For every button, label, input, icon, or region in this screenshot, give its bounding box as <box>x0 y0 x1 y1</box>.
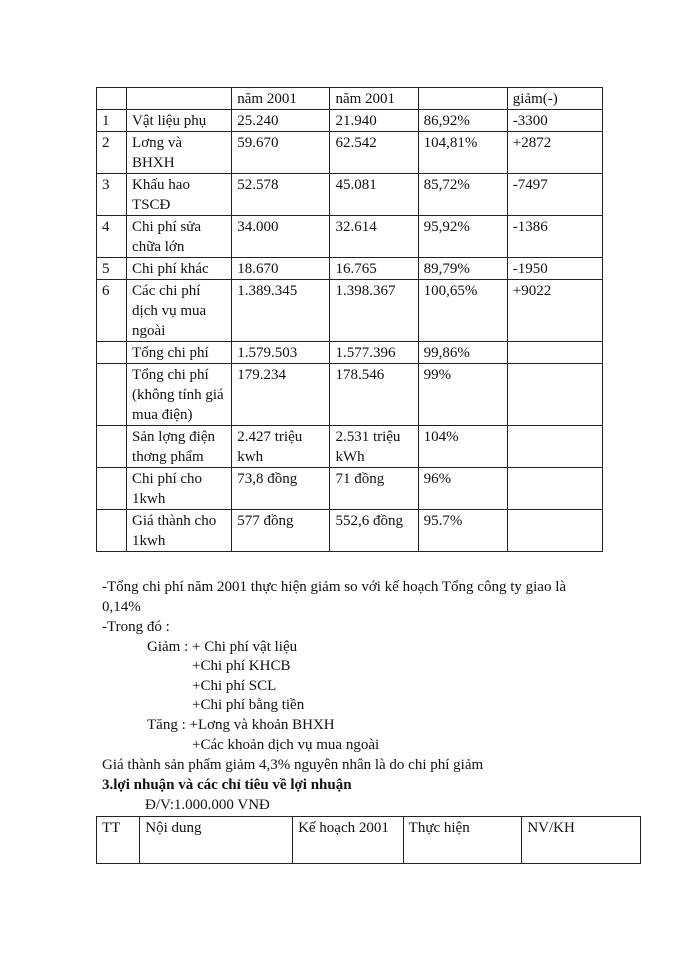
table-cell: Tổng chi phí <box>127 342 232 364</box>
section-title: 3.lợi nhuận và các chỉ tiêu về lợi nhuận <box>102 777 352 793</box>
table-row <box>97 110 603 132</box>
table-row <box>97 280 603 342</box>
increase-item-1: Tăng : +Lơng và khoản BHXH <box>147 717 335 733</box>
header-cell <box>97 88 127 110</box>
table-cell: 96% <box>418 468 507 510</box>
header-cell: Nội dung <box>140 817 293 864</box>
table-cell: 4 <box>97 216 127 258</box>
table-row <box>97 364 603 426</box>
table-cell: Lơng và BHXH <box>127 132 232 174</box>
cost-table <box>96 87 603 552</box>
table-cell: 25.240 <box>232 110 330 132</box>
decrease-item-1: Giảm : + Chi phí vật liệu <box>147 639 298 655</box>
table-cell: Khấu hao TSCĐ <box>127 174 232 216</box>
table-cell <box>507 342 602 364</box>
header-cell <box>418 88 507 110</box>
table-row <box>97 342 603 364</box>
table-cell: 1 <box>97 110 127 132</box>
header-cell <box>127 88 232 110</box>
table-cell: -1386 <box>507 216 602 258</box>
table-cell <box>97 426 127 468</box>
header-cell: năm 2001 <box>330 88 418 110</box>
table-row <box>97 468 603 510</box>
table-cell: 59.670 <box>232 132 330 174</box>
table-cell: 95,92% <box>418 216 507 258</box>
table-row <box>97 258 603 280</box>
table-header-row <box>97 817 641 864</box>
table-cell: 3 <box>97 174 127 216</box>
table-cell: 104% <box>418 426 507 468</box>
table-row <box>97 426 603 468</box>
table-cell: 552,6 đồng <box>330 510 418 552</box>
table-cell: 32.614 <box>330 216 418 258</box>
decrease-item-2: +Chi phí KHCB <box>192 658 291 674</box>
table-cell: 99% <box>418 364 507 426</box>
table-cell: Sản lợng điện thơng phẩm <box>127 426 232 468</box>
table-cell: +9022 <box>507 280 602 342</box>
table-cell <box>97 468 127 510</box>
summary-line-2: 0,14% <box>102 599 141 615</box>
table-cell: 2.427 triệu kwh <box>232 426 330 468</box>
table-cell: 2.531 triệu kWh <box>330 426 418 468</box>
table-cell: 45.081 <box>330 174 418 216</box>
profit-table <box>96 816 641 864</box>
header-cell: năm 2001 <box>232 88 330 110</box>
table-cell: 86,92% <box>418 110 507 132</box>
table-cell: 21.940 <box>330 110 418 132</box>
table-cell: 95.7% <box>418 510 507 552</box>
table-cell: 1.577.396 <box>330 342 418 364</box>
table-cell: Tổng chi phí (không tính giá mua điện) <box>127 364 232 426</box>
table-cell <box>507 426 602 468</box>
table-cell: -7497 <box>507 174 602 216</box>
table-cell: 104,81% <box>418 132 507 174</box>
table-cell: 1.398.367 <box>330 280 418 342</box>
table-row <box>97 174 603 216</box>
decrease-item-4: +Chi phí bằng tiền <box>192 697 305 713</box>
table-cell <box>97 364 127 426</box>
summary-line-1: -Tổng chi phí năm 2001 thực hiện giảm so với kế hoạch Tổng công ty giao là <box>102 579 567 595</box>
table-cell: 5 <box>97 258 127 280</box>
header-cell: Thực hiện <box>403 817 522 864</box>
table-row <box>97 510 603 552</box>
table-cell: 100,65% <box>418 280 507 342</box>
table-cell: 179.234 <box>232 364 330 426</box>
table-cell: 62.542 <box>330 132 418 174</box>
table-cell: Giá thành cho 1kwh <box>127 510 232 552</box>
table-cell: 85,72% <box>418 174 507 216</box>
table-cell: 71 đồng <box>330 468 418 510</box>
table-cell: 16.765 <box>330 258 418 280</box>
unit-label: Đ/V:1.000.000 VNĐ <box>145 797 270 813</box>
table-cell: Vật liệu phụ <box>127 110 232 132</box>
table-cell: -1950 <box>507 258 602 280</box>
table-cell: Các chi phí dịch vụ mua ngoài <box>127 280 232 342</box>
header-cell: NV/KH <box>522 817 641 864</box>
table-cell: 52.578 <box>232 174 330 216</box>
decrease-item-3: +Chi phí SCL <box>192 678 277 694</box>
table-cell <box>97 342 127 364</box>
table-cell <box>507 468 602 510</box>
table-row <box>97 216 603 258</box>
table-cell: Chi phí khác <box>127 258 232 280</box>
increase-item-2: +Các khoản dịch vụ mua ngoài <box>192 737 380 753</box>
table-cell <box>507 510 602 552</box>
table-cell: 99,86% <box>418 342 507 364</box>
detail-intro: -Trong đó : <box>102 619 170 635</box>
table-cell: 178.546 <box>330 364 418 426</box>
table-cell: 89,79% <box>418 258 507 280</box>
table-row <box>97 132 603 174</box>
table-cell: 34.000 <box>232 216 330 258</box>
table-cell: 2 <box>97 132 127 174</box>
table-cell: 6 <box>97 280 127 342</box>
table-cell: 577 đồng <box>232 510 330 552</box>
header-cell: TT <box>97 817 140 864</box>
header-cell: Kế hoạch 2001 <box>293 817 404 864</box>
table-cell: 73,8 đồng <box>232 468 330 510</box>
header-cell: giảm(-) <box>507 88 602 110</box>
table-cell <box>97 510 127 552</box>
table-cell: Chi phí cho 1kwh <box>127 468 232 510</box>
table-cell: 18.670 <box>232 258 330 280</box>
table-cell: -3300 <box>507 110 602 132</box>
table-header-row <box>97 88 603 110</box>
table-cell: 1.389.345 <box>232 280 330 342</box>
table-cell: 1.579.503 <box>232 342 330 364</box>
cost-conclusion: Giá thành sản phẩm giảm 4,3% nguyên nhân là do chi phí giảm <box>102 757 484 773</box>
table-cell <box>507 364 602 426</box>
table-cell: Chi phí sửa chữa lớn <box>127 216 232 258</box>
table-cell: +2872 <box>507 132 602 174</box>
